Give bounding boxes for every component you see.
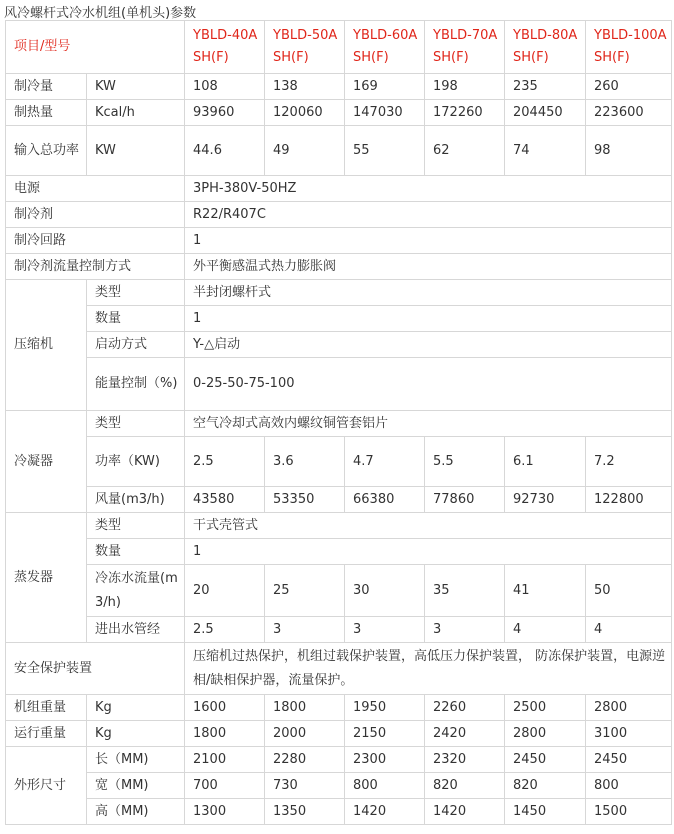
value-cell: 2260 xyxy=(425,695,505,721)
value-cell: 820 xyxy=(505,773,586,799)
value-cell: 147030 xyxy=(345,100,425,126)
header-label: 项目/型号 xyxy=(6,21,185,74)
sub-label: 长（MM) xyxy=(87,747,185,773)
value-cell: 44.6 xyxy=(185,126,265,176)
table-row xyxy=(6,100,672,126)
value-cell: 800 xyxy=(586,773,672,799)
table-row xyxy=(6,643,672,695)
row-label: 外形尺寸 xyxy=(6,747,87,825)
value-cell: 30 xyxy=(345,565,425,617)
table-row xyxy=(6,773,672,799)
table-row xyxy=(6,799,672,825)
value-cell: 53350 xyxy=(265,487,345,513)
row-label: 制热量 xyxy=(6,100,87,126)
sub-label: 启动方式 xyxy=(87,332,185,358)
value-cell: 2500 xyxy=(505,695,586,721)
row-label: 制冷回路 xyxy=(6,228,185,254)
table-row xyxy=(6,565,672,617)
sub-label: 类型 xyxy=(87,513,185,539)
row-label: 安全保护装置 xyxy=(6,643,185,695)
value-cell: 41 xyxy=(505,565,586,617)
value-cell: 2300 xyxy=(345,747,425,773)
value-cell: 干式壳管式 xyxy=(185,513,672,539)
value-cell: 2280 xyxy=(265,747,345,773)
table-row xyxy=(6,437,672,487)
value-cell: 4.7 xyxy=(345,437,425,487)
value-cell: 169 xyxy=(345,74,425,100)
value-cell: 66380 xyxy=(345,487,425,513)
row-label: 制冷剂流量控制方式 xyxy=(6,254,185,280)
value-cell: 2.5 xyxy=(185,617,265,643)
value-cell: 3 xyxy=(345,617,425,643)
value-cell: 800 xyxy=(345,773,425,799)
value-cell: 1 xyxy=(185,306,672,332)
value-cell: 3 xyxy=(425,617,505,643)
unit-cell: KW xyxy=(87,126,185,176)
value-cell: 1800 xyxy=(185,721,265,747)
value-cell: 198 xyxy=(425,74,505,100)
value-cell: 55 xyxy=(345,126,425,176)
value-cell: 820 xyxy=(425,773,505,799)
value-cell: 4 xyxy=(505,617,586,643)
table-row xyxy=(6,202,672,228)
value-cell: 1450 xyxy=(505,799,586,825)
value-cell: 1600 xyxy=(185,695,265,721)
value-cell: 700 xyxy=(185,773,265,799)
table-row xyxy=(6,358,672,411)
value-cell: 35 xyxy=(425,565,505,617)
value-cell: 138 xyxy=(265,74,345,100)
value-cell: 204450 xyxy=(505,100,586,126)
row-label: 压缩机 xyxy=(6,280,87,411)
table-row xyxy=(6,617,672,643)
value-cell: 1 xyxy=(185,228,672,254)
value-cell: 235 xyxy=(505,74,586,100)
row-label: 制冷剂 xyxy=(6,202,185,228)
value-cell: 压缩机过热保护，机组过载保护装置，高低压力保护装置， 防冻保护装置，电源逆相/缺相保护器，流量保护。 xyxy=(185,643,672,695)
value-cell: 98 xyxy=(586,126,672,176)
value-cell: 62 xyxy=(425,126,505,176)
sub-label: 功率（KW) xyxy=(87,437,185,487)
value-cell: 120060 xyxy=(265,100,345,126)
value-cell: 2450 xyxy=(505,747,586,773)
table-row xyxy=(6,74,672,100)
model-header: YBLD-80ASH(F) xyxy=(505,21,586,74)
value-cell: 74 xyxy=(505,126,586,176)
table-row xyxy=(6,254,672,280)
unit-cell: Kcal/h xyxy=(87,100,185,126)
value-cell: 1300 xyxy=(185,799,265,825)
value-cell: 7.2 xyxy=(586,437,672,487)
value-cell: 4 xyxy=(586,617,672,643)
value-cell: 260 xyxy=(586,74,672,100)
model-header: YBLD-50ASH(F) xyxy=(265,21,345,74)
value-cell: 2150 xyxy=(345,721,425,747)
value-cell: 3100 xyxy=(586,721,672,747)
sub-label: 类型 xyxy=(87,280,185,306)
value-cell: 5.5 xyxy=(425,437,505,487)
sub-label: 数量 xyxy=(87,539,185,565)
table-row xyxy=(6,280,672,306)
row-label: 制冷量 xyxy=(6,74,87,100)
sub-label: 风量(m3/h) xyxy=(87,487,185,513)
value-cell: 1950 xyxy=(345,695,425,721)
value-cell: 2800 xyxy=(586,695,672,721)
value-cell: 0-25-50-75-100 xyxy=(185,358,672,411)
value-cell: 223600 xyxy=(586,100,672,126)
sub-label: 冷冻水流量(m3/h) xyxy=(87,565,185,617)
value-cell: 外平衡感温式热力膨胀阀 xyxy=(185,254,672,280)
row-label: 输入总功率 xyxy=(6,126,87,176)
value-cell: 6.1 xyxy=(505,437,586,487)
table-row xyxy=(6,721,672,747)
value-cell: 122800 xyxy=(586,487,672,513)
value-cell: 172260 xyxy=(425,100,505,126)
unit-cell: Kg xyxy=(87,695,185,721)
sub-label: 宽（MM) xyxy=(87,773,185,799)
value-cell: 730 xyxy=(265,773,345,799)
value-cell: 2000 xyxy=(265,721,345,747)
value-cell: Y-△启动 xyxy=(185,332,672,358)
spec-table xyxy=(5,20,672,825)
header-row xyxy=(6,21,672,74)
page-title: 风冷螺杆式冷水机组(单机头)参数 xyxy=(4,6,197,21)
table-row xyxy=(6,228,672,254)
value-cell: 2.5 xyxy=(185,437,265,487)
row-label: 冷凝器 xyxy=(6,411,87,513)
value-cell: R22/R407C xyxy=(185,202,672,228)
value-cell: 1 xyxy=(185,539,672,565)
model-header: YBLD-100ASH(F) xyxy=(586,21,672,74)
row-label: 电源 xyxy=(6,176,185,202)
value-cell: 1500 xyxy=(586,799,672,825)
model-header: YBLD-40ASH(F) xyxy=(185,21,265,74)
table-row xyxy=(6,126,672,176)
sub-label: 数量 xyxy=(87,306,185,332)
sub-label: 能量控制（%) xyxy=(87,358,185,411)
value-cell: 3PH-380V-50HZ xyxy=(185,176,672,202)
unit-cell: KW xyxy=(87,74,185,100)
value-cell: 77860 xyxy=(425,487,505,513)
model-header: YBLD-70ASH(F) xyxy=(425,21,505,74)
value-cell: 2450 xyxy=(586,747,672,773)
table-row xyxy=(6,487,672,513)
row-label: 蒸发器 xyxy=(6,513,87,643)
table-row xyxy=(6,539,672,565)
table-row xyxy=(6,513,672,539)
table-row xyxy=(6,176,672,202)
value-cell: 25 xyxy=(265,565,345,617)
value-cell: 半封闭螺杆式 xyxy=(185,280,672,306)
sub-label: 进出水管经 xyxy=(87,617,185,643)
value-cell: 1800 xyxy=(265,695,345,721)
sub-label: 类型 xyxy=(87,411,185,437)
row-label: 机组重量 xyxy=(6,695,87,721)
value-cell: 3.6 xyxy=(265,437,345,487)
value-cell: 108 xyxy=(185,74,265,100)
value-cell: 1350 xyxy=(265,799,345,825)
sub-label: 高（MM) xyxy=(87,799,185,825)
value-cell: 1420 xyxy=(345,799,425,825)
value-cell: 2800 xyxy=(505,721,586,747)
value-cell: 92730 xyxy=(505,487,586,513)
table-row xyxy=(6,695,672,721)
value-cell: 93960 xyxy=(185,100,265,126)
value-cell: 空气冷却式高效内螺纹铜管套铝片 xyxy=(185,411,672,437)
value-cell: 50 xyxy=(586,565,672,617)
row-label: 运行重量 xyxy=(6,721,87,747)
table-row xyxy=(6,747,672,773)
table-row xyxy=(6,306,672,332)
table-row xyxy=(6,332,672,358)
value-cell: 43580 xyxy=(185,487,265,513)
unit-cell: Kg xyxy=(87,721,185,747)
value-cell: 20 xyxy=(185,565,265,617)
value-cell: 1420 xyxy=(425,799,505,825)
value-cell: 2100 xyxy=(185,747,265,773)
value-cell: 49 xyxy=(265,126,345,176)
model-header: YBLD-60ASH(F) xyxy=(345,21,425,74)
value-cell: 2420 xyxy=(425,721,505,747)
table-row xyxy=(6,411,672,437)
value-cell: 2320 xyxy=(425,747,505,773)
value-cell: 3 xyxy=(265,617,345,643)
